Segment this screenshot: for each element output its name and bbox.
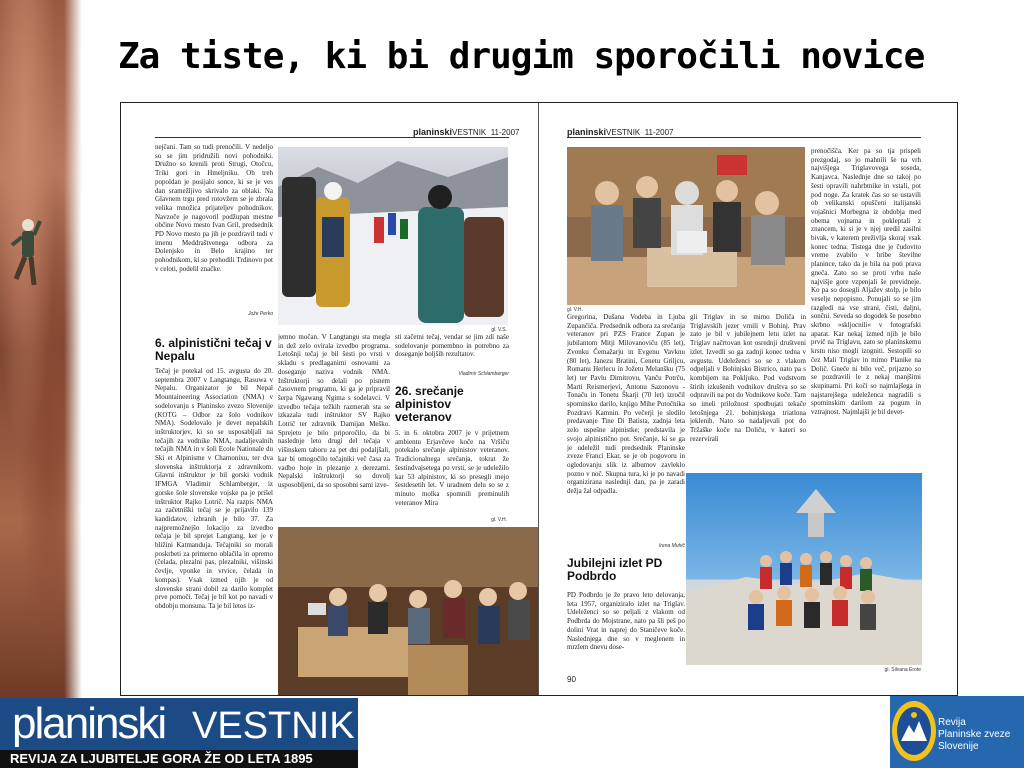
- article-signature: Jože Perko: [247, 311, 273, 317]
- pzs-line1: Revija: [938, 717, 966, 728]
- photo-credit: gl. V.H.: [491, 517, 507, 523]
- photo-credit: gl. V.H.: [567, 307, 583, 313]
- magazine-spread: [120, 102, 958, 696]
- slide-title: Za tiste, ki bi drugim sporočili novice: [118, 36, 925, 77]
- nepal-text-col3: sti začetni tečaj, vendar se jim zdi naše sodelovanje pomembno in potrebno za doseganje boljših rezultatov.: [395, 333, 509, 359]
- article-heading-nepal: 6. alpinistični tečaj v Nepalu: [155, 336, 272, 363]
- header-issue: 11-2007: [490, 128, 520, 137]
- header-issue: 11-2007: [644, 128, 674, 137]
- left-text-col1-top: nejčani. Tam so tudi prenočili. V nedeljo so se jim pridružili novi pohodniki. Družno so krenili proti Strugi, Otočcu, Triki gori in Hmeljniku. Ob treh popoldan je posijalo sonce, ki se je ves dan sramežljivo skrivalo za oblaki. Na Glavnem trgu pred rotovžem se je zbrala velika množica prijateljev pohodnikov. Navzoče je nagovoril podžupan mestne občine Novo mesto Ivan Gril, predsednik PD Novo mesto pa jih je pozdravil tudi v imenu Meddraštvenega odbora za Dolenjsko in Belo krajino ter pohodnikom, ki so prehodili Trdinovo pot v celoti, podelil značke.: [155, 143, 273, 273]
- izlet-text-col2: gli Triglav in se mimo Doliča in Triglavskih jezer vrnili v Bohinj. Prav zato je bil v jubilejnem letu izlet na Triglav načrtovan kot osrednji društveni izlet. Izvedli so ga zadnji konec tedna v avgustu. Udeleženci so se z vlakom odpeljali v Bohinjsko Bistrico, nato pa s kombijem na Pokljuko. Pod vodstvom štirih izkušenih vodnikov društva so se odpravili na pot do Vodnikove koče. Tam so imeli priložnost spodbujati tekače letošnjega 21. bohinjskega triatlona jeklenih. Nato so nadaljevali pot do Tržaške koče na Doliču, v kateri so rezervirali: [690, 313, 806, 443]
- header-brand: planinski: [413, 127, 453, 137]
- right-page-header: [567, 127, 673, 137]
- triglav-summit-photo: [686, 473, 922, 665]
- nepal-text-col1: Tečaj je potekal od 15. avgusta do 20. septembra 2007 v Langtangu, Rasuwa v Nepalu. Organizator je bil Nepal Mountaineering Association (NMA) v sodelovanju s Planinsko zvezo Slovenije (KOTG – Odbor za šolo vodnikov NMA). Sodelovalo je devet nepalskih inštruktorjev, ki so se usposabljali na tečajih za vodnike NMA, nadaljevalnih tečajih NMA in v šoli Ecole Nationale du Ski et Alpinisme v Chamonixu, ter dva slovenska inštruktorja z zdravnikom. Glavni inštruktor je bil gorski vodnik IFMGA Vladimir Schlamberger, iz gorske šole slovenske vojske pa je prišel inštruktor Rajko Lotrič. Na razpis NMA za začetniški tečaj se je prijavilo 139 kandidatov, izbranih je bilo 37. Za najpremožnejšo lokacijo za izvedbo tečaja je bil sprejet Langtang, ker je v bližini Katmanduja. Tečajniki so morali poskrbeti za primerno oblačila in opremo (čelada, plezalni pas, plezalniki, višinski čevlje, vponke in vrvice, čelada in kompas). Vsak izmed njih je od slovenske strani dobil za darilo komplet prve pomoči. Tečaj je bil kot po navadi v obdobju monsuna. Ta je bil letos iz-: [155, 367, 273, 610]
- veterans-meeting-photo: [278, 527, 538, 695]
- glacier-climbers-photo: [278, 147, 508, 325]
- nepal-text-col2: jemno močan. V Langtangu sta megla in dež zelo ovirala izvedbo programa. Letošnji tečaj je bil šesti po vrsti v skladu s predlaganimi osnovami za doseganje naziva vodnik NMA. Inštruktorji so delali po pisnem časovnem programu, ki ga je pripravil šerpa Ngawang Ngima s sodelavci. V izvedbo tečaja težkih razmerah sta se izkazala tudi inštruktor SV Rajko Lotrič ter zdravnik Damijan Meško. Sprejeto je bilo priporočilo, da bi naslednje leto drugi del tečaja v višinskem taboru za pet dni podaljšali, kar bi omogočilo tečajniki več časa za vadbo hoje in plezanje z derezami. Nepalski inštruktorji so dovolj usposobljeni, da so sposobni sami izve-: [278, 333, 390, 489]
- izlet-text: PD Podbrdo je že pravo leto delovanja, leta 1957, organiziralo izlet na Triglav. Udeleženci so se peljali z vlakom od Podbrda do Mojstrane, nato pa šli peš po dolini Vrat in naprej do Staničeve koče. Naslednjega dne so v meglenem in mrzlem dnevu dose-: [567, 591, 685, 652]
- page-spine: [538, 103, 539, 695]
- veterans-text: 5. in 6. oktobra 2007 je v prijetnem ambientu Erjavčeve koče na Vršiču potekalo srečanje alpinistov veteranov. Tradicionalnega srečanja, tokrat že šestindvajsetega po vrsti, se je udeležilo kar 53 alpinistov, ki so presegli mejo šestdesetih let. V uradnem delu so se z minuto molka spomnili preminulih veteranov Mira: [395, 429, 509, 507]
- photo-fade: [64, 0, 82, 698]
- header-brand2: VESTNIK: [452, 128, 487, 137]
- logo-word-vestnik: VESTNIK: [192, 705, 355, 747]
- izlet-text-col3: prenočišča. Ker pa so tja prispeli prezgodaj, so jo mahnili še na vrh najvišjega Triglavovega soseda, Kanjavca. Naslednje dne so takoj po šesti opravili nahrbtnike in vstali, pot pod noge. Za kratek čas so se ustavili ob velikanski opuščeni italijanski vojašnici Morbegna iz obdobja med obema vojnama in pokleptali z znancem, ki si je v njej uredil zasilni bivak, v katerem preživlja skoraj vsak konec tedna. Tistega dne je čudovito vreme zvabilo v hribe številne planince, tako da je bila na poti prava gneča. Zato so se proti vrhu naše najvišje gore vzpenjali še previdneje. Ko pa so dosegli Aljažev stolp, je bilo veselje nepopisno. Ponujali so se jim razgledi na vse strani, čisti, daljni, sončni. Seveda so dogodek še posebno skrbno »skljocnili« v fotografski aparat. Kar nekaj izmed njih je bilo prvič na Triglavu, zato se planinskemu krstu niso mogli izogniti. Sestopili so čez Mali Triglav in mimo Planike na Dolič. Gneče ni bilo več, prijazno so se pozdravili le z nekaj manjšimi skupinami. Pri koči so najmlajšega in najstarejšega udeleženca nagradili s spominskim darilom za pogum in vztrajnost. Najmlajši je bil devet-: [811, 147, 921, 417]
- pzs-line3: Slovenije: [938, 741, 979, 752]
- left-page-header: [413, 127, 519, 137]
- pzs-line2: Planinske zveze: [938, 729, 1011, 740]
- photo-credit: gl. Silvana Erote: [884, 667, 921, 673]
- veterans-table-photo: [567, 147, 805, 305]
- article-signature: Vladimir Schlamberger: [458, 371, 509, 377]
- article-heading-izlet: Jubilejni izlet PD Podbrdo: [567, 556, 663, 583]
- header-rule: [155, 137, 509, 138]
- pzs-emblem-icon: [891, 699, 937, 763]
- page-number: 90: [567, 675, 576, 684]
- logo-word-planinski: planinski: [12, 699, 166, 748]
- climber-figure: [8, 215, 42, 305]
- article-signature: Irena Muhič: [658, 543, 685, 549]
- header-brand: planinski: [567, 127, 607, 137]
- article-heading-veterans: 26. srečanje alpinistov veteranov: [395, 384, 464, 424]
- veterans-text-cont: Gregorina, Dušana Vodeba in Ljuba Zupančiča. Predsednik odbora za srečanja veteranov pri PZS France Zupan je jubilantom Mitji Milovanoviču (85 let), Zvonku Čemažarju in Evgenu Vavknu (80 let), Janezu Bratini, Cenetu Griljcu, Romanu Herlecu in Jožetu Melanšku (75 let) ter Pavlu Dimitrovu, Vanču Potrču, Marti Reismerjevi, Antonu Sazonovu - Tonaču in Tonetu Škarji (70 let) izročil spominsko darilo, knjigo Mihe Potočnika Pozdravi Kamnin. Po večerji je sledilo predavanje Tine Di Batista, zadnja leta zelo uspešne alpinistke; predstavila je svojo alpinistično pot. Srečanje, ki se ga je udeležil tudi predsednik Planinske zveze Franci Ekar, se je ob pogovoru in ogledovanju slik iz albumov zavleklo pozno v noč. Skupna tura, ki je po navadi organizirana naslednji dan, pa je zaradi dežja žal odpadla.: [567, 313, 685, 496]
- header-rule: [567, 137, 921, 138]
- logo-tagline: REVIJA ZA LJUBITELJE GORA ŽE OD LETA 1895: [10, 751, 313, 766]
- header-brand2: VESTNIK: [606, 128, 641, 137]
- pzs-text: [938, 717, 1010, 753]
- photo-credit: gl. V.S.: [491, 327, 507, 333]
